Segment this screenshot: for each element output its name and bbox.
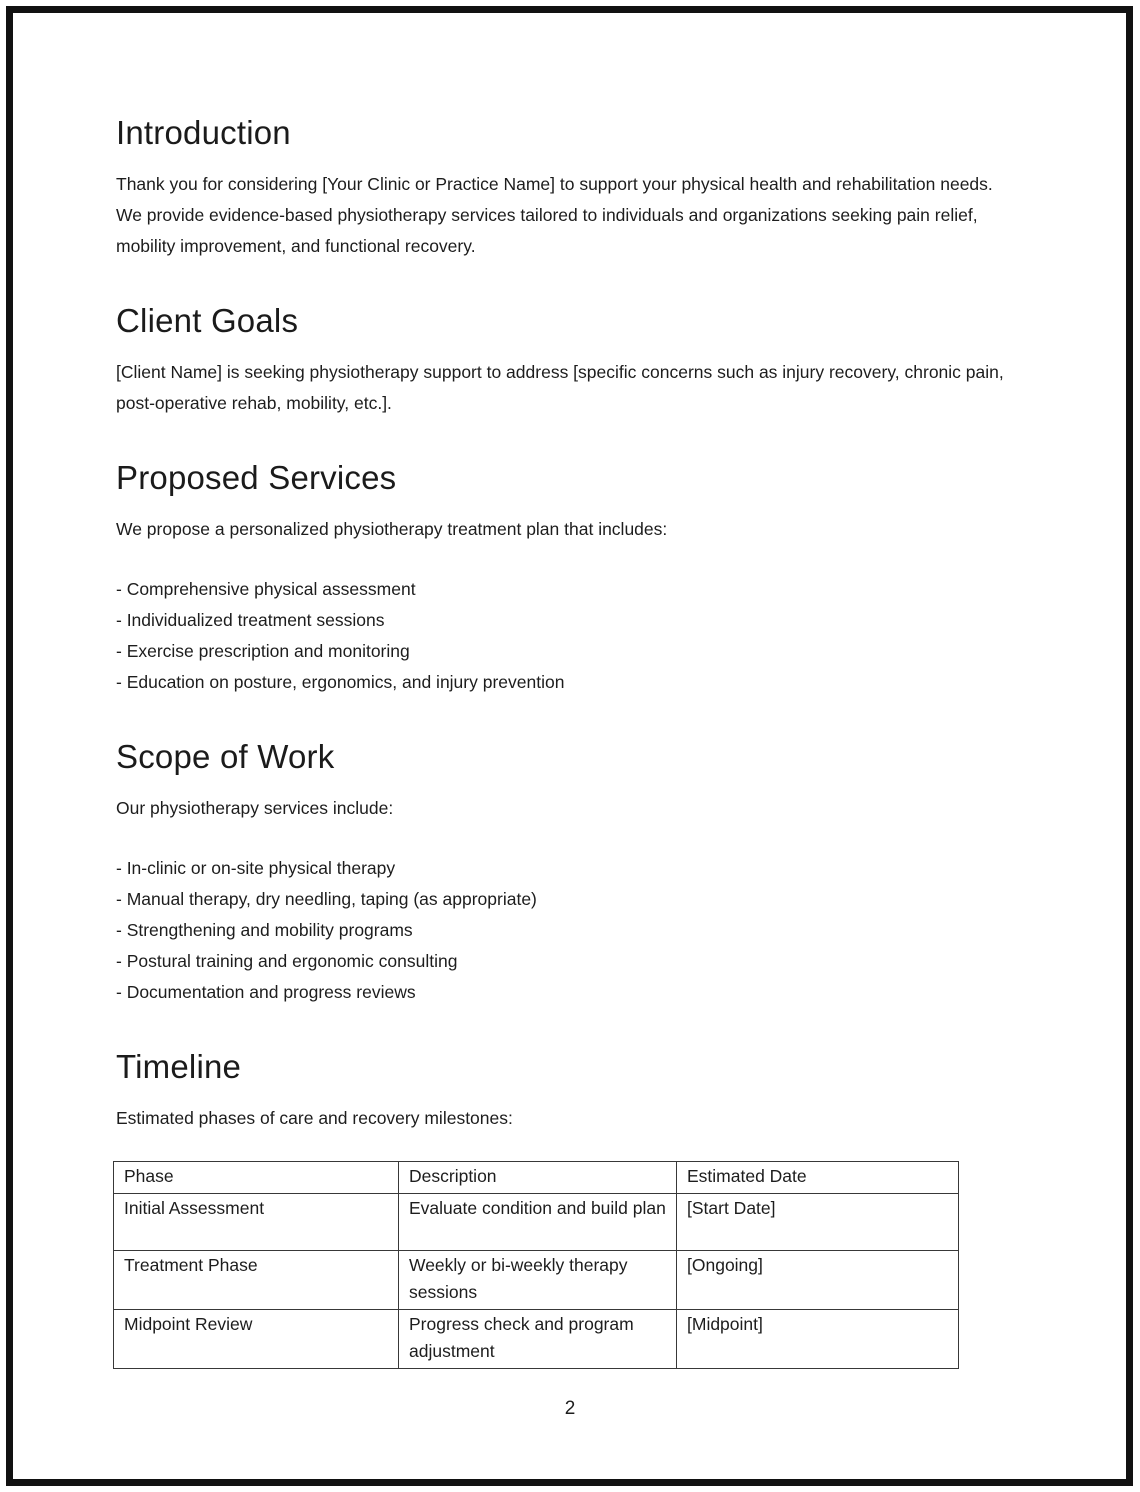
cell-description: Progress check and program adjustment	[399, 1310, 677, 1369]
timeline-table	[113, 1161, 959, 1369]
client-goals-paragraph: [Client Name] is seeking physiotherapy support to address [specific concerns such as injury recovery, chronic pain, post-operative rehab, mobility, etc.].	[116, 362, 1004, 413]
column-header-phase: Phase	[114, 1162, 399, 1194]
table-row	[114, 1251, 959, 1310]
document-content	[116, 0, 1022, 1369]
list-item: - Comprehensive physical assessment	[116, 579, 416, 599]
cell-phase: Midpoint Review	[114, 1310, 399, 1369]
scope-of-work-paragraph: Our physiotherapy services include:	[116, 798, 394, 818]
client-goals-heading: Client Goals	[116, 302, 299, 339]
timeline-heading: Timeline	[116, 1048, 242, 1085]
list-item: - Documentation and progress reviews	[116, 982, 416, 1002]
table-row	[114, 1310, 959, 1369]
table-header-row	[114, 1162, 959, 1194]
scope-of-work-heading: Scope of Work	[116, 738, 335, 775]
column-header-description: Description	[399, 1162, 677, 1194]
scope-of-work-list	[116, 853, 1022, 1008]
list-item: - Education on posture, ergonomics, and injury prevention	[116, 672, 565, 692]
cell-estimated-date: [Midpoint]	[677, 1310, 959, 1369]
list-item: - Strengthening and mobility programs	[116, 920, 413, 940]
introduction-paragraph: Thank you for considering [Your Clinic or Practice Name] to support your physical health and rehabilitation needs. We provide evidence-based physiotherapy services tailored to individuals and organizations seeking pain relief, mobility improvement, and functional recovery.	[116, 174, 993, 256]
list-item: - Individualized treatment sessions	[116, 610, 385, 630]
timeline-paragraph: Estimated phases of care and recovery milestones:	[116, 1108, 513, 1128]
cell-phase: Initial Assessment	[114, 1194, 399, 1251]
proposed-services-list	[116, 574, 1022, 698]
cell-phase: Treatment Phase	[114, 1251, 399, 1310]
cell-description: Weekly or bi-weekly therapy sessions	[399, 1251, 677, 1310]
list-item: - Postural training and ergonomic consulting	[116, 951, 458, 971]
section-client-goals	[116, 300, 1022, 419]
cell-estimated-date: [Ongoing]	[677, 1251, 959, 1310]
cell-estimated-date: [Start Date]	[677, 1194, 959, 1251]
column-header-estimated-date: Estimated Date	[677, 1162, 959, 1194]
list-item: - In-clinic or on-site physical therapy	[116, 858, 396, 878]
introduction-heading: Introduction	[116, 114, 291, 151]
table-row	[114, 1194, 959, 1251]
page-number: 2	[564, 1398, 576, 1419]
list-item: - Exercise prescription and monitoring	[116, 641, 410, 661]
section-scope-of-work	[116, 736, 1022, 1008]
list-item: - Manual therapy, dry needling, taping (as appropriate)	[116, 889, 537, 909]
section-timeline	[116, 1046, 1022, 1369]
proposed-services-heading: Proposed Services	[116, 459, 397, 496]
cell-description: Evaluate condition and build plan	[399, 1194, 677, 1251]
section-proposed-services	[116, 457, 1022, 698]
proposed-services-paragraph: We propose a personalized physiotherapy treatment plan that includes:	[116, 519, 668, 539]
section-introduction	[116, 112, 1022, 262]
